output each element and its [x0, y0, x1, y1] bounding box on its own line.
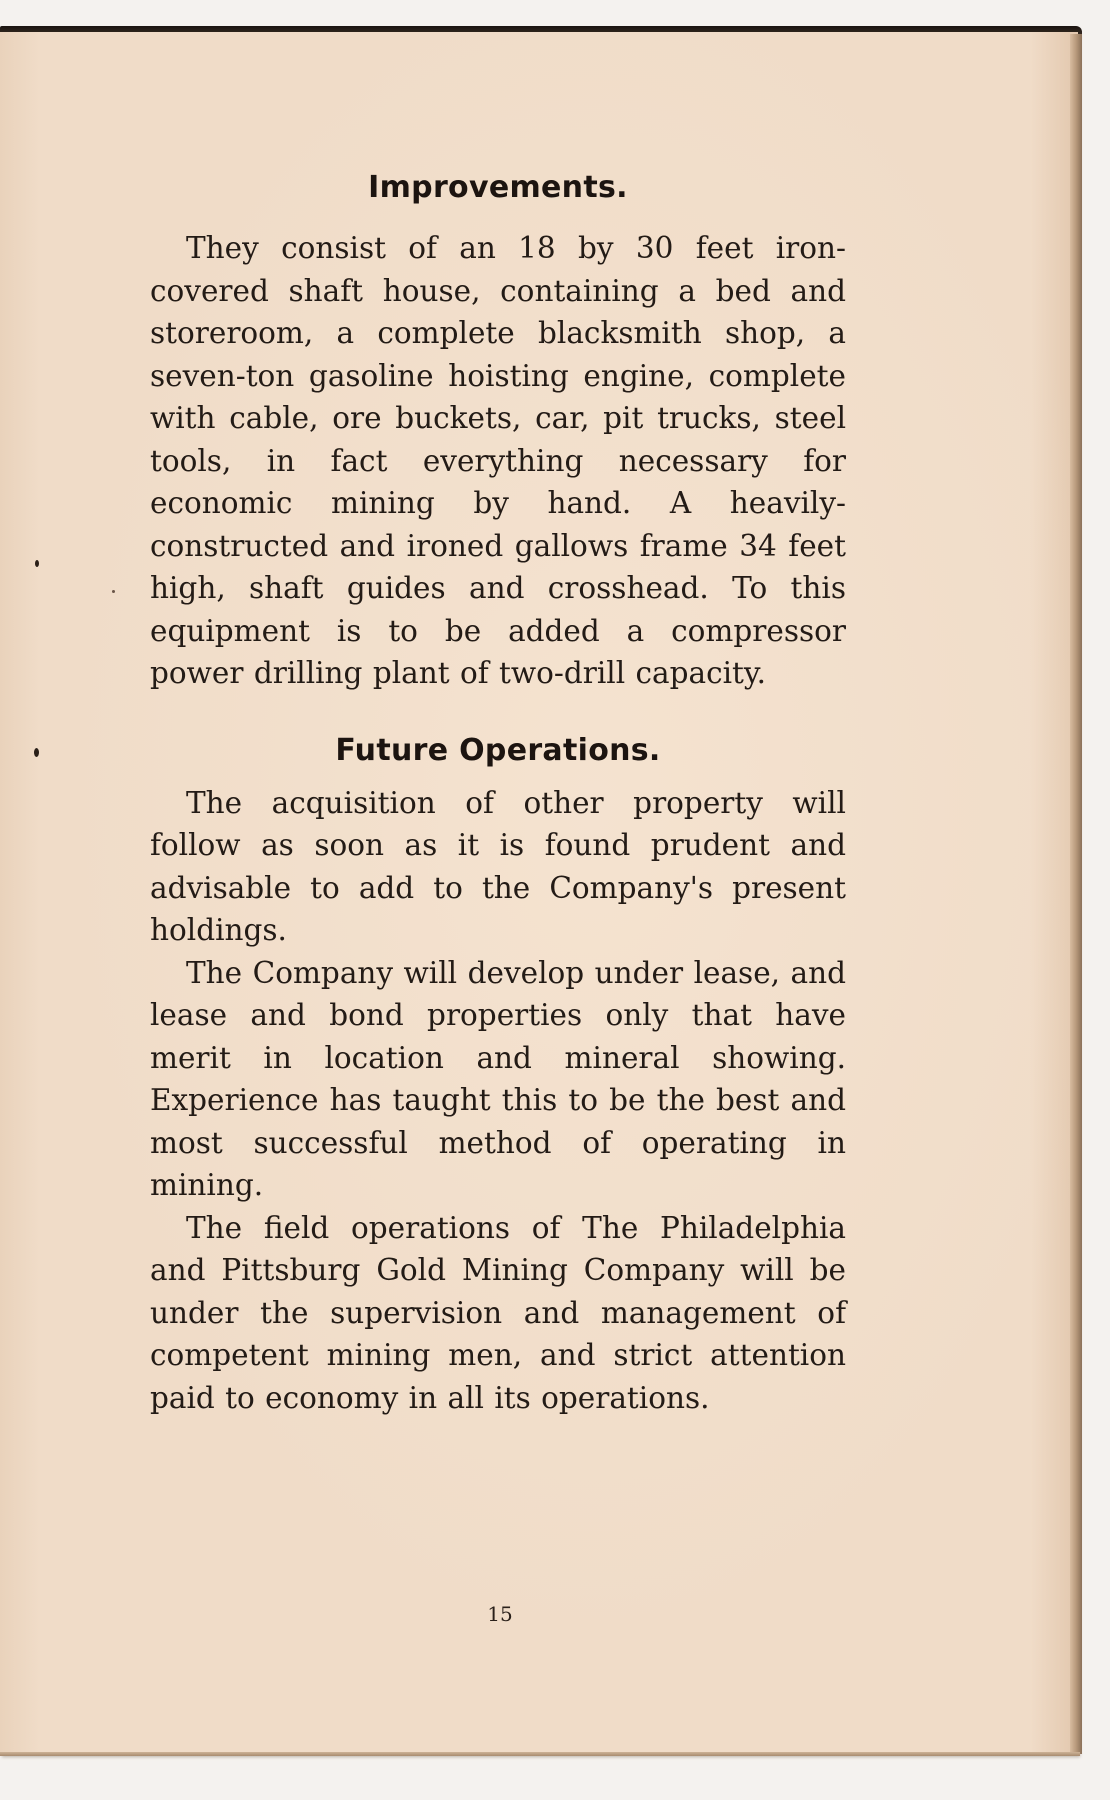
paragraph-improvements: They consist of an 18 by 30 feet iron-covered shaft house, containing a bed and storeroom, a complete blacksmith shop, a seven-ton gasoline hoisting engine, complete with cable, ore buckets, car, pit trucks, steel tools, in fact everything necessary for economic mining by hand. A heavily-constructed and ironed gallows frame 34 feet high, shaft guides and crosshead. To this equipment is to be added a compressor power drilling plant of two-drill capacity. [150, 231, 846, 690]
ink-speck [34, 748, 39, 757]
ink-speck [112, 590, 115, 593]
paragraph-acquisition: The acquisition of other property will follow as soon as it is found prudent and advisable to add to the Company's present holdings. [150, 785, 846, 947]
section-heading-improvements: Improvements. [368, 170, 628, 205]
page-body [150, 170, 846, 1419]
page-number: 15 [487, 1602, 513, 1626]
ink-speck [35, 560, 39, 567]
paragraph-field-operations: The field operations of The Philadelphia and Pittsburg Gold Mining Company will be under the supervision and management of competent mining men, and strict attention paid to economy in all its operations. [150, 1210, 846, 1415]
page-bottom-edge [0, 1752, 1080, 1756]
paragraph-development: The Company will develop under lease, and lease and bond properties only that have merit in location and mineral showing. Experience has taught this to be the best and most successful method of operating in mining. [150, 955, 846, 1202]
page-right-edge [1070, 34, 1082, 1754]
section-heading-future-operations: Future Operations. [335, 732, 661, 768]
